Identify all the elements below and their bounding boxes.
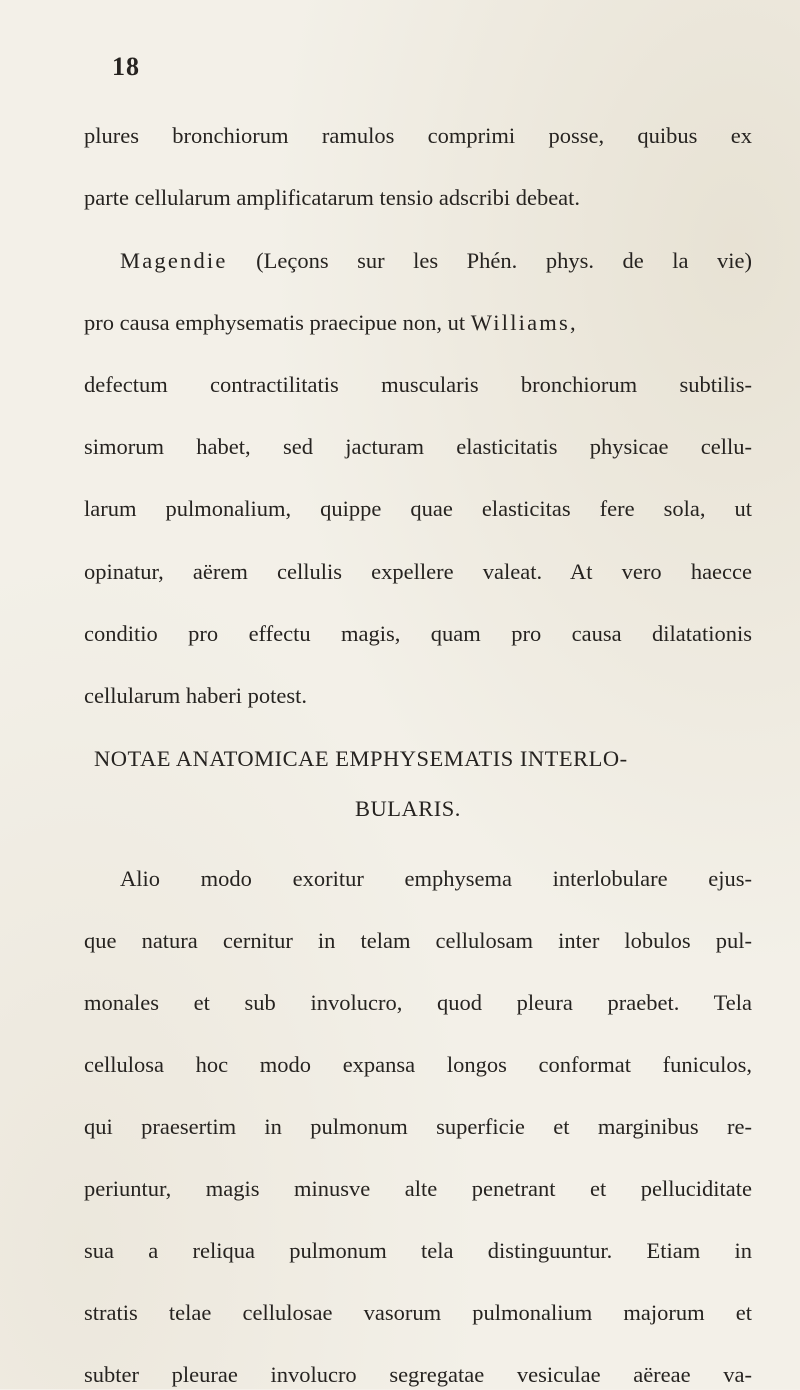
- text-line: monales et sub involucro, quod pleura praebet. Tela: [84, 990, 752, 1015]
- text-line: sua a reliqua pulmonum tela distinguuntur. Etiam in: [84, 1238, 752, 1263]
- text-line: defectum contractilitatis muscularis bronchiorum subtilis-: [84, 372, 752, 397]
- text-fragment: pro causa emphysematis praecipue non, ut: [84, 310, 471, 335]
- text-line: [120, 246, 752, 276]
- text-line: larum pulmonalium, quippe quae elasticitas fere sola, ut: [84, 496, 752, 521]
- text-line: parte cellularum amplificatarum tensio adscribi debeat.: [84, 185, 581, 210]
- citation-text: (Leçons sur les Phén. phys. de la vie): [227, 248, 752, 273]
- author-name-magendie: Magendie: [120, 248, 228, 273]
- text-line: simorum habet, sed jacturam elasticitatis physicae cellu-: [84, 434, 752, 459]
- text-line: cellularum haberi potest.: [84, 683, 308, 708]
- text-line: Alio modo exoritur emphysema interlobulare ejus-: [120, 866, 752, 891]
- author-name-williams: Williams: [470, 310, 570, 335]
- page-number: 18: [112, 52, 140, 81]
- text-line: subter pleurae involucro segregatae vesiculae aëreae va-: [84, 1362, 752, 1387]
- text-line: que natura cernitur in telam cellulosam inter lobulos pul-: [84, 928, 752, 953]
- text-line: [84, 308, 752, 338]
- text-line: conditio pro effectu magis, quam pro causa dilatationis: [84, 621, 752, 646]
- text-line: opinatur, aërem cellulis expellere valeat. At vero haecce: [84, 559, 752, 584]
- text-line: stratis telae cellulosae vasorum pulmonalium majorum et: [84, 1300, 752, 1325]
- text-line: plures bronchiorum ramulos comprimi posse, quibus ex: [84, 123, 752, 148]
- text-line: periuntur, magis minusve alte penetrant et pelluciditate: [84, 1176, 752, 1201]
- section-heading-line1: NOTAE ANATOMICAE EMPHYSEMATIS INTERLO-: [94, 746, 628, 771]
- text-fragment: ,: [569, 310, 576, 335]
- text-line: cellulosa hoc modo expansa longos conformat funiculos,: [84, 1052, 752, 1077]
- section-heading-line2: BULARIS.: [355, 796, 461, 821]
- text-line: qui praesertim in pulmonum superficie et marginibus re-: [84, 1114, 752, 1139]
